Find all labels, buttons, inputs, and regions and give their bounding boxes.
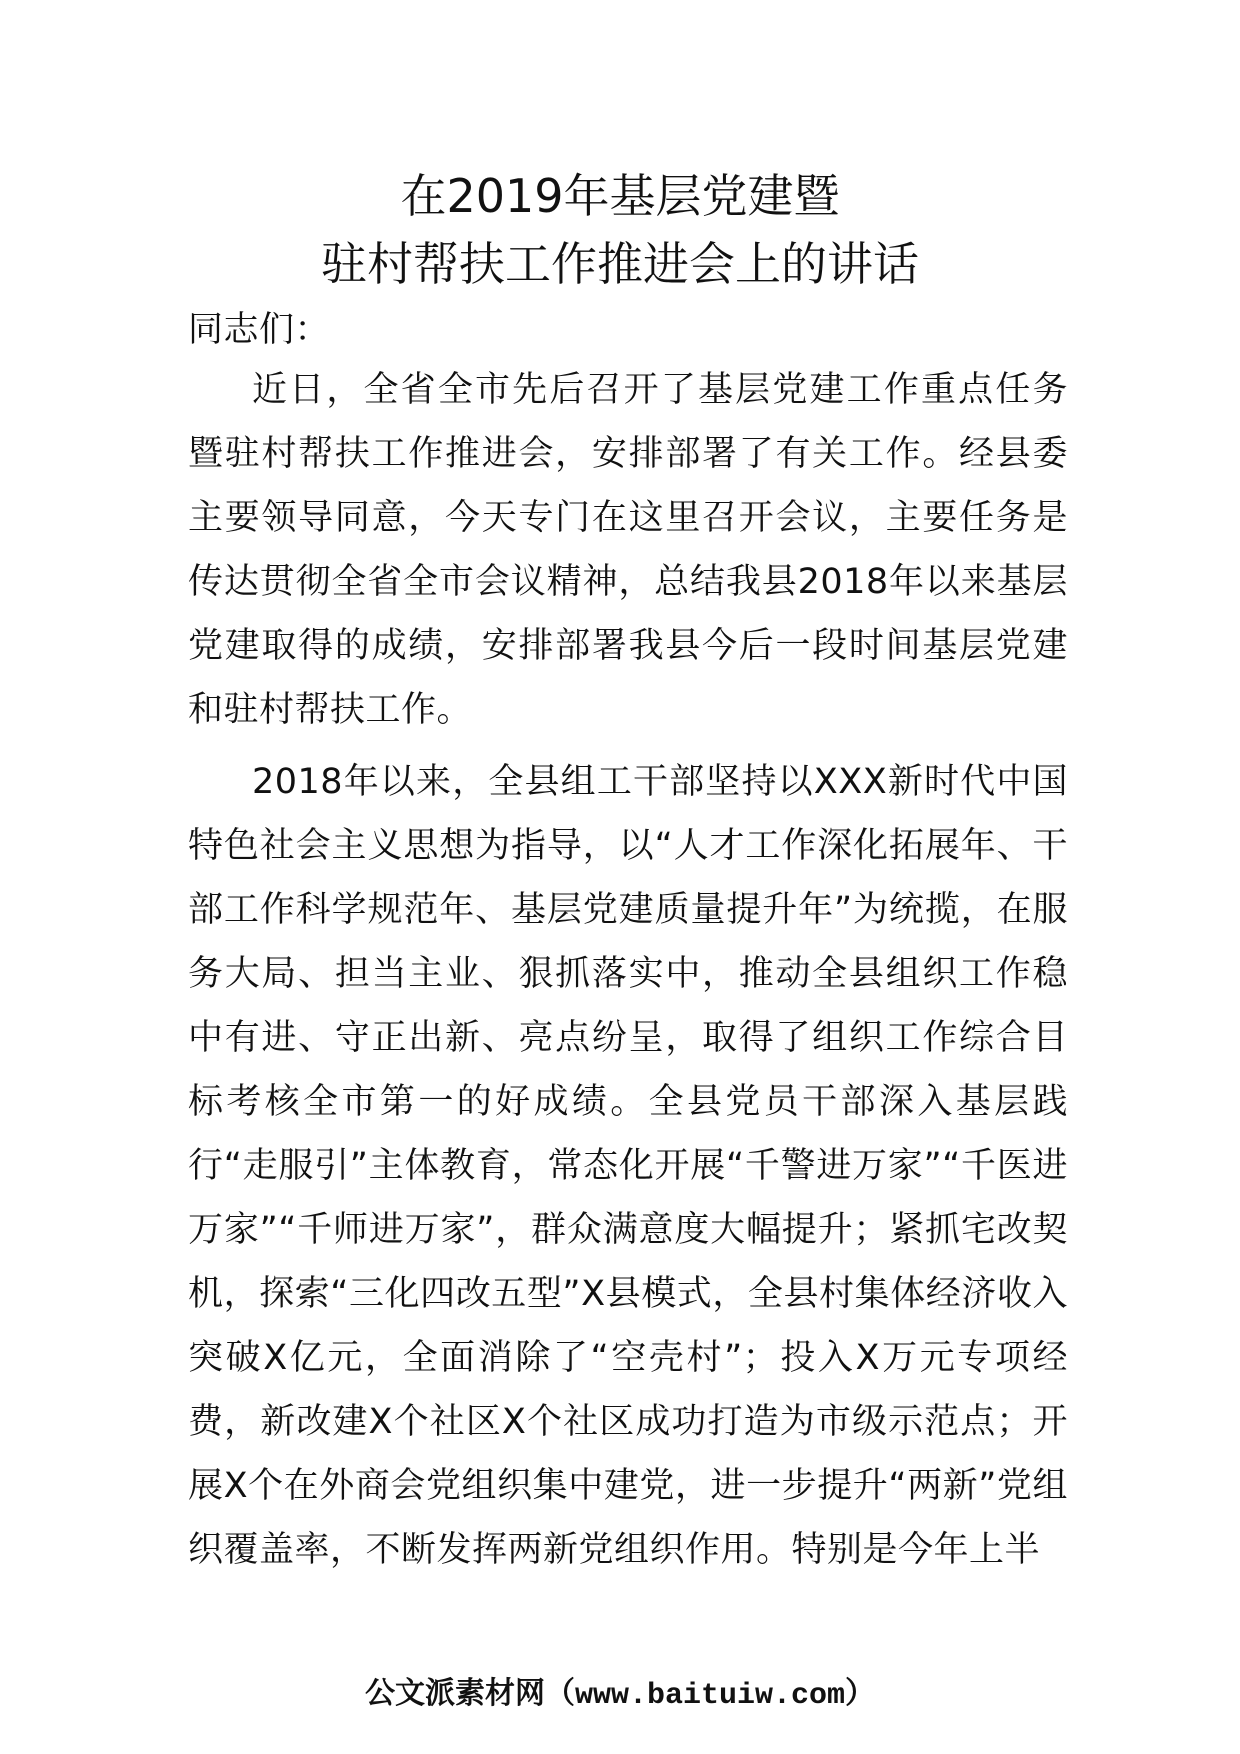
footer-label: 公文派素材网（: [364, 1676, 575, 1711]
paragraph-1: 近日，全省全市先后召开了基层党建工作重点任务暨驻村帮扶工作推进会，安排部署了有关工作。经县委主要领导同意，今天专门在这里召开会议，主要任务是传达贯彻全省全市会议精神，总结我县2018年以来基层党建取得的成绩，安排部署我县今后一段时间基层党建和驻村帮扶工作。: [188, 370, 1068, 730]
footer-close: ）: [845, 1676, 876, 1711]
document-title-line-2: 驻村帮扶工作推进会上的讲话: [321, 237, 919, 291]
document-title-line-1: 在2019年基层党建暨: [400, 169, 840, 223]
footer-site-link[interactable]: www.baituiw.com: [574, 1679, 846, 1713]
footer-watermark: [120, 1668, 1120, 1713]
salutation: 同志们：: [188, 310, 331, 350]
paragraph-2: 2018年以来，全县组工干部坚持以XXX新时代中国特色社会主义思想为指导，以“人才工作深化拓展年、干部工作科学规范年、基层党建质量提升年”为统揽，在服务大局、担当主业、狠抓落实中，推动全县组织工作稳中有进、守正出新、亮点纷呈，取得了组织工作综合目标考核全市第一的好成绩。全县党员干部深入基层践行“走服引”主体教育，常态化开展“千警进万家”“千医进万家”“千师进万家”，群众满意度大幅提升；紧抓宅改契机，探索“三化四改五型”X县模式，全县村集体经济收入突破X亿元，全面消除了“空壳村”；投入X万元专项经费，新改建X个社区X个社区成功打造为市级示范点；开展X个在外商会党组织集中建党，进一步提升“两新”党组织覆盖率，不断发挥两新党组织作用。特别是今年上半: [188, 762, 1068, 1570]
